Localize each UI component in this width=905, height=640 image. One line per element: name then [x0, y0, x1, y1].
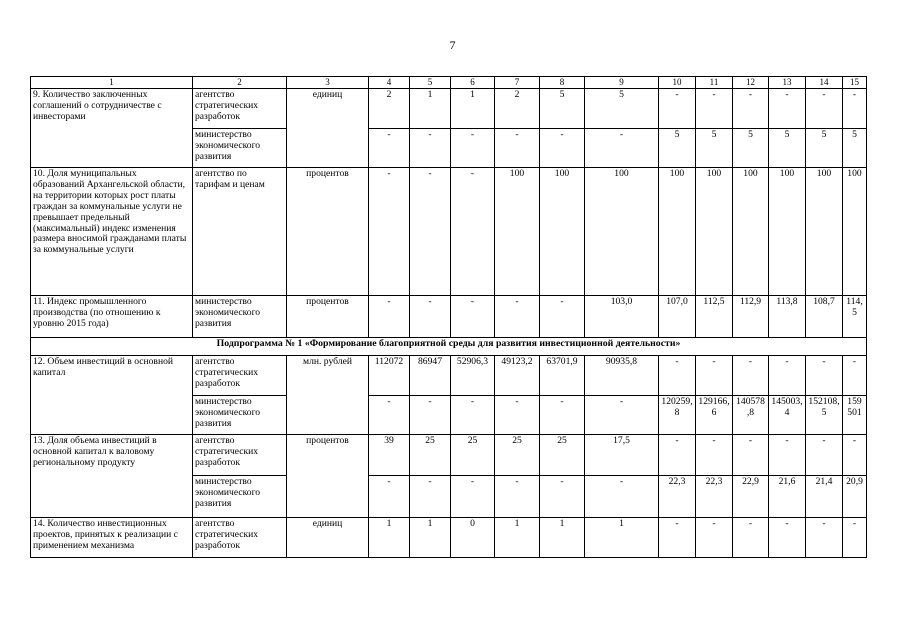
value-cell: 100 [696, 168, 733, 296]
value-cell: 25 [410, 435, 451, 476]
value-cell: - [540, 296, 585, 338]
value-cell: - [369, 168, 410, 296]
value-cell: 113,8 [769, 296, 806, 338]
value-cell: - [451, 129, 495, 168]
column-number-header: 15 [843, 77, 867, 89]
value-cell: - [733, 518, 769, 558]
value-cell: 86947 [410, 356, 451, 396]
value-cell: 129166,6 [696, 396, 733, 435]
value-cell: - [369, 129, 410, 168]
value-cell: - [659, 435, 696, 476]
value-cell: 5 [733, 129, 769, 168]
value-cell: 25 [451, 435, 495, 476]
value-cell: - [585, 476, 659, 518]
value-cell: - [769, 518, 806, 558]
value-cell: - [696, 518, 733, 558]
section-title: Подпрограмма № 1 «Формирование благоприятной среды для развития инвестиционной деятельности» [31, 338, 867, 356]
value-cell: 103,0 [585, 296, 659, 338]
value-cell: 20,9 [843, 476, 867, 518]
column-number-header: 3 [287, 77, 369, 89]
value-cell: - [495, 129, 540, 168]
value-cell: 22,3 [696, 476, 733, 518]
value-cell: 22,9 [733, 476, 769, 518]
indicators-table [30, 76, 867, 558]
unit-of-measure: процентов [287, 435, 369, 518]
value-cell: - [659, 89, 696, 129]
value-cell: 100 [843, 168, 867, 296]
value-cell: - [495, 396, 540, 435]
responsible-agency: министерство экономического развития [193, 396, 287, 435]
table-row [31, 356, 867, 396]
value-cell: 22,3 [659, 476, 696, 518]
page-number: 7 [449, 38, 456, 52]
value-cell: - [410, 129, 451, 168]
value-cell: 107,0 [659, 296, 696, 338]
value-cell: 112072 [369, 356, 410, 396]
value-cell: 5 [806, 129, 843, 168]
value-cell: - [495, 296, 540, 338]
value-cell: - [843, 89, 867, 129]
value-cell: 114,5 [843, 296, 867, 338]
value-cell: 120259,8 [659, 396, 696, 435]
value-cell: 90935,8 [585, 356, 659, 396]
column-number-header: 5 [410, 77, 451, 89]
indicator-name: 12. Объем инвестиций в основной капитал [31, 356, 193, 435]
value-cell: - [733, 356, 769, 396]
value-cell: - [451, 396, 495, 435]
value-cell: - [769, 356, 806, 396]
value-cell: - [410, 296, 451, 338]
unit-of-measure: процентов [287, 168, 369, 296]
responsible-agency: агентство стратегических разработок [193, 89, 287, 129]
value-cell: 1 [495, 518, 540, 558]
value-cell: 49123,2 [495, 356, 540, 396]
value-cell: - [843, 356, 867, 396]
column-number-header: 2 [193, 77, 287, 89]
value-cell: 100 [495, 168, 540, 296]
value-cell: 152108,5 [806, 396, 843, 435]
value-cell: - [410, 168, 451, 296]
value-cell: - [369, 476, 410, 518]
value-cell: 108,7 [806, 296, 843, 338]
value-cell: 17,5 [585, 435, 659, 476]
responsible-agency: агентство по тарифам и ценам [193, 168, 287, 296]
header-row [31, 77, 867, 89]
indicator-name: 9. Количество заключенных соглашений о сотрудничестве с инвесторами [31, 89, 193, 168]
column-number-header: 7 [495, 77, 540, 89]
value-cell: 25 [495, 435, 540, 476]
indicator-name: 13. Доля объема инвестиций в основной капитал к валовому региональному продукту [31, 435, 193, 518]
column-number-header: 12 [733, 77, 769, 89]
value-cell: - [696, 356, 733, 396]
value-cell: 145003,4 [769, 396, 806, 435]
value-cell: 112,9 [733, 296, 769, 338]
value-cell: - [369, 296, 410, 338]
value-cell: 52906,3 [451, 356, 495, 396]
value-cell: 112,5 [696, 296, 733, 338]
value-cell: 5 [585, 89, 659, 129]
value-cell: - [451, 168, 495, 296]
column-number-header: 11 [696, 77, 733, 89]
value-cell: - [369, 396, 410, 435]
value-cell: 1 [369, 518, 410, 558]
column-number-header: 14 [806, 77, 843, 89]
indicator-name: 10. Доля муниципальных образований Архангельской области, на территории которых рост платы граждан за коммунальные услуги не превышает предельный (максимальный) индекс изменения размера вносимой гражданами платы за коммунальные услуги [31, 168, 193, 296]
value-cell: 2 [495, 89, 540, 129]
value-cell: 1 [410, 89, 451, 129]
value-cell: 0 [451, 518, 495, 558]
value-cell: 5 [540, 89, 585, 129]
column-number-header: 6 [451, 77, 495, 89]
table-row [31, 435, 867, 476]
column-number-header: 13 [769, 77, 806, 89]
value-cell: 21,6 [769, 476, 806, 518]
column-number-header: 10 [659, 77, 696, 89]
value-cell: - [843, 518, 867, 558]
value-cell: - [585, 396, 659, 435]
responsible-agency: министерство экономического развития [193, 476, 287, 518]
value-cell: 1 [540, 518, 585, 558]
table-row [31, 168, 867, 296]
responsible-agency: агентство стратегических разработок [193, 356, 287, 396]
value-cell: 100 [733, 168, 769, 296]
unit-of-measure: единиц [287, 89, 369, 168]
value-cell: 1 [451, 89, 495, 129]
value-cell: - [540, 396, 585, 435]
column-number-header: 4 [369, 77, 410, 89]
value-cell: - [806, 356, 843, 396]
value-cell: 5 [843, 129, 867, 168]
table-row [31, 296, 867, 338]
value-cell: - [495, 476, 540, 518]
value-cell: - [806, 89, 843, 129]
value-cell: 140578,8 [733, 396, 769, 435]
table-row [31, 89, 867, 129]
indicator-name: 14. Количество инвестиционных проектов, принятых к реализации с применением механизма [31, 518, 193, 558]
value-cell: 39 [369, 435, 410, 476]
value-cell: 5 [769, 129, 806, 168]
section-row [31, 338, 867, 356]
value-cell: - [769, 435, 806, 476]
indicator-name: 11. Индекс промышленного производства (по отношению к уровню 2015 года) [31, 296, 193, 338]
value-cell: 100 [540, 168, 585, 296]
value-cell: - [540, 129, 585, 168]
responsible-agency: агентство стратегических разработок [193, 518, 287, 558]
unit-of-measure: единиц [287, 518, 369, 558]
value-cell: 159501 [843, 396, 867, 435]
value-cell: 21,4 [806, 476, 843, 518]
value-cell: 100 [585, 168, 659, 296]
value-cell: - [733, 89, 769, 129]
value-cell: - [410, 396, 451, 435]
value-cell: 5 [659, 129, 696, 168]
responsible-agency: министерство экономического развития [193, 296, 287, 338]
value-cell: 63701,9 [540, 356, 585, 396]
value-cell: - [806, 518, 843, 558]
value-cell: - [733, 435, 769, 476]
unit-of-measure: млн. рублей [287, 356, 369, 435]
value-cell: 5 [696, 129, 733, 168]
table-row [31, 518, 867, 558]
value-cell: 2 [369, 89, 410, 129]
column-number-header: 1 [31, 77, 193, 89]
value-cell: - [451, 476, 495, 518]
value-cell: - [540, 476, 585, 518]
responsible-agency: министерство экономического развития [193, 129, 287, 168]
value-cell: - [659, 356, 696, 396]
value-cell: 1 [585, 518, 659, 558]
value-cell: - [769, 89, 806, 129]
column-number-header: 9 [585, 77, 659, 89]
value-cell: - [659, 518, 696, 558]
value-cell: - [585, 129, 659, 168]
value-cell: - [410, 476, 451, 518]
unit-of-measure: процентов [287, 296, 369, 338]
value-cell: 100 [659, 168, 696, 296]
value-cell: 1 [410, 518, 451, 558]
value-cell: - [451, 296, 495, 338]
value-cell: - [696, 435, 733, 476]
value-cell: 100 [806, 168, 843, 296]
value-cell: - [843, 435, 867, 476]
value-cell: 25 [540, 435, 585, 476]
responsible-agency: агентство стратегических разработок [193, 435, 287, 476]
value-cell: - [696, 89, 733, 129]
column-number-header: 8 [540, 77, 585, 89]
value-cell: - [806, 435, 843, 476]
value-cell: 100 [769, 168, 806, 296]
